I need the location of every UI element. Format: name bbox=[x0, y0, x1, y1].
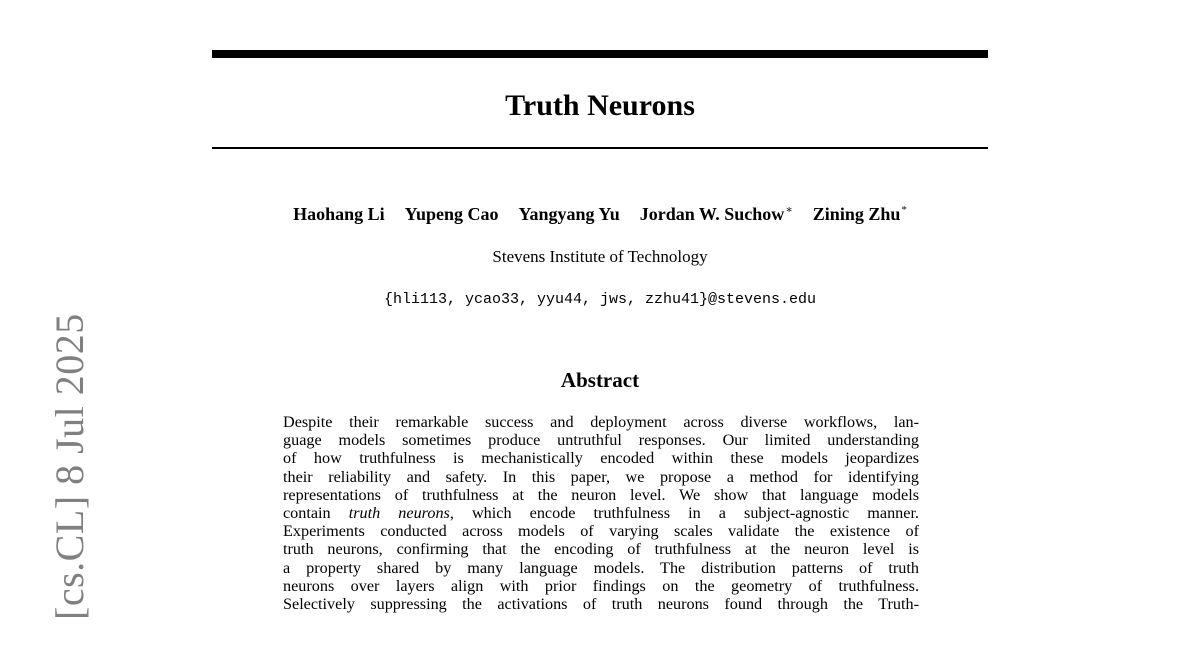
author-name: Haohang Li bbox=[293, 204, 385, 224]
abstract-heading: Abstract bbox=[560, 368, 640, 392]
author bbox=[813, 202, 907, 226]
abstract-body bbox=[283, 413, 919, 613]
abstract-line: guage models sometimes produce untruthful responses. Our limited understanding bbox=[283, 431, 919, 450]
arxiv-side-stamp: [cs.CL] 8 Jul 2025 bbox=[47, 313, 92, 620]
author bbox=[405, 202, 499, 226]
author-list bbox=[212, 202, 988, 226]
abstract-line: truth neurons, confirming that the encoding of truthfulness at the neuron level is bbox=[283, 540, 919, 559]
abstract-line: Experiments conducted across models of varying scales validate the existence of bbox=[283, 522, 919, 541]
author-name: Jordan W. Suchow bbox=[639, 204, 785, 224]
author-name: Yangyang Yu bbox=[518, 204, 620, 224]
author-name: Zining Zhu bbox=[812, 204, 901, 224]
abstract-line: Selectively suppressing the activations of truth neurons found through the Truth- bbox=[283, 594, 919, 613]
author bbox=[519, 202, 620, 226]
abstract-line: Despite their remarkable success and deployment across diverse workflows, lan- bbox=[283, 413, 919, 431]
author bbox=[640, 202, 793, 226]
abstract-line: representations of truthfulness at the neuron level. We show that language models bbox=[283, 485, 919, 504]
abstract-line: of how truthfulness is mechanistically encoded within these models jeopardizes bbox=[283, 449, 919, 468]
author-emails: {hli113, ycao33, yyu44, jws, zzhu41}@stevens.edu bbox=[383, 291, 817, 308]
author-name: Yupeng Cao bbox=[404, 204, 499, 224]
emphasized-term: truth neurons bbox=[348, 503, 450, 522]
author bbox=[293, 202, 385, 226]
title-top-rule bbox=[212, 50, 988, 58]
title-bottom-rule bbox=[212, 147, 988, 149]
abstract-line: a property shared by many language models. The distribution patterns of truth bbox=[283, 558, 919, 577]
author-footnote-mark: * bbox=[901, 204, 907, 216]
affiliation: Stevens Institute of Technology bbox=[492, 247, 708, 266]
abstract-line: contain truth neurons, which encode truthfulness in a subject-agnostic manner. bbox=[283, 503, 919, 522]
paper-title: Truth Neurons bbox=[505, 89, 695, 122]
abstract-line: neurons over layers align with prior findings on the geometry of truthfulness. bbox=[283, 576, 919, 595]
author-footnote-mark: ∗ bbox=[785, 204, 793, 216]
abstract-line: their reliability and safety. In this paper, we propose a method for identifying bbox=[283, 467, 919, 486]
